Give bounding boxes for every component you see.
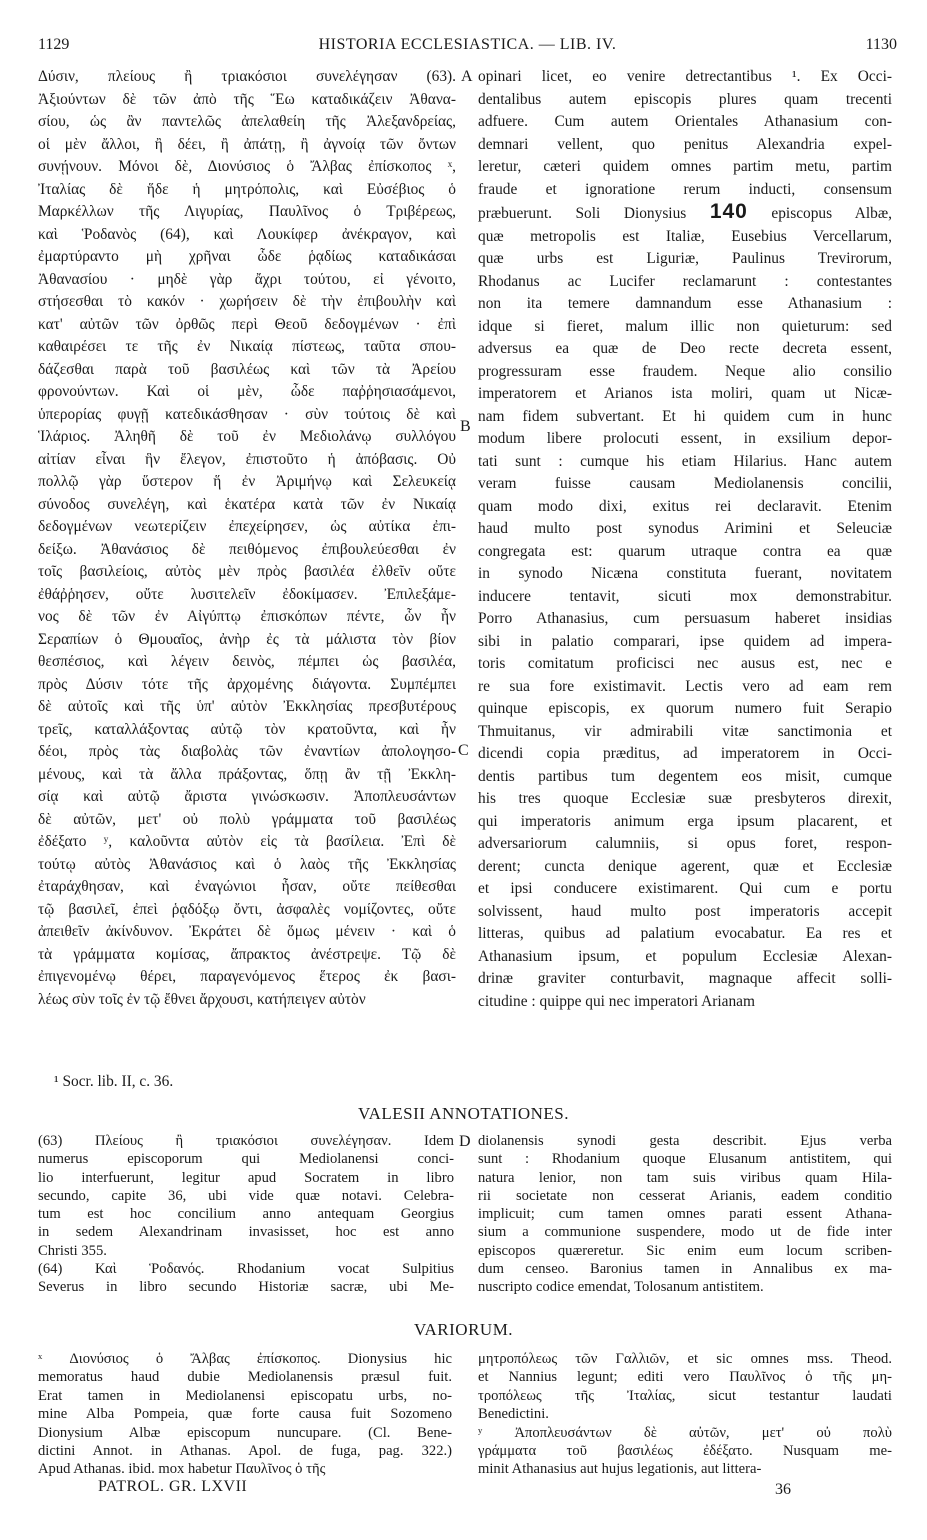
latin-text-line: qui imperatoris animum erga ipsum placarent, et [478,812,892,830]
variorum-line: Erat tamen in Mediolanensi episcopatu urbs, no- [38,1387,452,1404]
greek-text-line: ἀπειθεῖν ἀκίνδυνον. Ἐκράτει δὲ ὅμως μένειν · καὶ ὁ [38,923,456,940]
latin-text-line: Athanasium ipsum, et populum Ecclesiæ Alexan- [478,947,892,965]
annotation-line: (63) Πλείους ἢ τριακόσιοι συνελέγησαν. Idem [38,1133,454,1149]
margin-letter-a: A [461,68,473,85]
latin-text-line: dentis partibus tum degentem eos misit, cumque [478,767,892,785]
annotations-left-column [38,1132,454,1297]
page-number-left: 1129 [38,36,70,53]
greek-text-line: τὰ γράμματα κομίσας, ἄπρακτος ἀνέστρεψε. Τῷ δὲ [38,945,456,963]
variorum-line: Dionysium Albæ episcopum nuncupare. (Cl. Bene- [38,1424,452,1441]
greek-text-line: θεσπέσιος, καὶ λέγειν δεινὸς, πέμπει ὡς βασιλέα, [38,653,456,670]
greek-text-line: Σεραπίων ὁ Θμουαῖος, ἀνὴρ ἐς τὰ μάλιστα τὸν βίον [38,630,456,648]
variorum-line: memoratus haud dubie Mediolanensis præsul fuit. [38,1369,452,1386]
annotation-line: natura lenior, non tam suis viribus quam Hila- [478,1169,892,1186]
running-title: HISTORIA ECCLESIASTICA. — LIB. IV. [318,36,617,53]
greek-text-line: πολλῷ γὰρ ὕστερον ἥ ἐν Ἀριμήνῳ καὶ Σελευκείᾳ [38,473,456,490]
greek-text-line: σίᾳ καὶ αὐτῷ ἄριστα γινώσκωσιν. Ἀποπλευσάντων [38,788,456,805]
margin-letter-d: D [459,1133,471,1150]
latin-text-line: idque si fieret, malum illic non quieturum: sed [478,317,892,335]
latin-text-line: non ita temere damnandum esse Athanasium : [478,295,892,312]
latin-text-line: adversariorum calumniis, si opus foret, respon- [478,835,892,852]
variorum-line: Benedictini. [478,1406,549,1423]
signature-mark: PATROL. GR. LXVII [98,1478,248,1495]
greek-text-line: δὲ αὐτοῖς καὶ τῆς ὑπ' αὐτὸν Ἐκκλησίας πρεσβυτέρους [38,698,456,715]
latin-text-line: adversus ea quæ de Deo recte decreta essent, [478,340,892,357]
latin-text-line: solvissent, haud multo post imperatoris accepit [478,902,892,920]
annotations-title: VALESII ANNOTATIONES. [358,1104,569,1123]
variorum-title: VARIORUM. [413,1320,514,1339]
greek-text-line: καὶ Ῥοδανὸς (64), καὶ Λουκίφερ ἀνέκραγον, καὶ [38,225,456,243]
greek-text-line: τούτῳ αὐτὸς Ἀθανάσιος καὶ ὁ λαὸς τῆς Ἐκκλησίας [38,855,456,873]
annotation-line: sunt : Rhodanium quoque Elusanum antistitem, qui [478,1151,892,1168]
annotation-line: secundo, capite 36, ubi vide quæ notavi. Celebra- [38,1187,454,1204]
variorum-right-column [478,1350,892,1479]
latin-text-line: leretur, cæteri quidem omnes partim metu, partim [478,158,892,175]
greek-text-line: δὲ αὐτῶν, μετ' οὐ πολὺ γράμματα τοῦ βασιλέως [38,810,456,828]
annotation-line: diolanensis synodi gesta describit. Ejus verba [478,1133,892,1149]
greek-text-line: δείξω. Ἀθανάσιος δὲ πειθόμενος ἐπιβουλεύεσθαι ἐν [38,540,456,558]
latin-text-line: congregata est: quarum utraque contra ea quæ [478,542,892,560]
page-number-right: 1130 [865,36,897,53]
latin-text-line: modum libere prolocuti essent, in exsilium depor- [478,430,892,447]
annotation-line: implicuit; cum tamen omnes parati essent Athana- [478,1206,892,1223]
greek-text-line: τοῖς βασιλείοις, αὐτὸς μὲν πρὸς βασιλέα ἐλθεῖν οὔτε [38,563,456,580]
greek-text-line: δάζεσθαι παρὰ τοῦ βασιλέως καὶ τῶν τὰ Ἀρείου [38,360,456,378]
greek-text-line: φρονούντων. Καὶ οἱ μὲν, ὧδε παῤῥησιασάμενοι, [38,383,456,400]
latin-text-line: sibi in palatio comparari, ipse quidem ad impera- [478,632,892,650]
variorum-line: mine Alba Pompeia, quæ forte causa fuit Sozomeno [38,1406,452,1423]
latin-line-text: præbuerunt. Soli Dionysius [478,205,710,222]
greek-text-line: οἱ μὲν ἄλλοι, ἢ δέει, ἢ ἀπάτῃ, ἢ ἀγνοίᾳ τῶν ὄντων [38,135,456,153]
footnote: ¹ Socr. lib. II, c. 36. [54,1073,174,1090]
greek-text-line: Ἰταλίας δὲ ἥδε ἡ μητρόπολις, καὶ Εὐσέβιος ὁ [38,180,456,198]
greek-text-line: τῷ βασιλεῖ, ἐπεὶ ῥᾳδόξῳ ὄντι, ἀσφαλὲς νομίζοντες, οὔτε [38,900,456,918]
latin-text-line: adfuere. Cum autem Orientales Athanasium con- [478,113,892,130]
greek-text-line: Ἀξιούντων δὲ τῶν ἀπὸ τῆς Ἕω καταδικάζειν Ἀθανα- [38,90,456,108]
annotation-line: Christi 355. [38,1242,107,1259]
greek-text-line: νος δὲ τῶν ἐν Αἰγύπτῳ ἐπισκόπων πέντε, ὧν ἦν [38,608,456,625]
latin-text-line: quæ metropolis est Italiæ, Eusebius Vercellarum, [478,227,892,245]
latin-text-line: demnari vellent, quo penitus Alexandria expel- [478,135,892,153]
annotation-line: sium a communione suspendere, modo ut de fide inter [478,1224,892,1241]
latin-text-line: re sua fore existimavit. Lectis vero ad eam rem [478,677,892,695]
margin-letter-c: C [458,742,469,759]
greek-text-column [38,66,456,1011]
variorum-line: μητροπόλεως τῶν Γαλλιῶν, et sic omnes mss. Theod. [478,1351,892,1367]
greek-text-line: σίου, ὡς ἂν παντελῶς ἀπελαθείη τῆς Ἀλεξανδρείας, [38,113,456,130]
greek-text-line: Ἱλάριος. Ἀληθῆ δὲ τοῦ ἐν Μεδιολάνῳ συλλόγου [38,428,456,445]
latin-text-line: citudine : quippe qui nec imperatori Arianam [478,992,755,1010]
latin-text-line: haud multo post synodus Arimini et Seleuciæ [478,520,892,537]
latin-text-line: in synodo Nicæna constituta fuerant, novitatem [478,565,892,582]
latin-text-line: progressuram esse fraudem. Neque alio consilio [478,362,892,380]
annotation-line: (64) Καὶ Ῥοδανός. Rhodanium vocat Sulpitius [38,1261,454,1278]
greek-text-line: ὑπερορίας φυγῇ κατεδικάσθησαν · σὺν τούτοις δὲ καὶ [38,405,456,423]
variorum-line: et Nannius legunt; editi vero Παυλῖνος ὁ τῆς μη- [478,1369,892,1386]
running-head [38,36,897,56]
annotation-line: Severus in libro secundo Historiæ sacræ, ubi Me- [38,1279,454,1296]
latin-line-text: episcopus Albæ, [747,205,892,222]
greek-text-line: δέοι, πρὸς τὰς διαβολὰς τῶν ἐναντίων ἀπολογησο- [38,743,456,760]
latin-text-line: drinæ graviter conturbavit, magnaque affecit solli- [478,970,892,987]
latin-text-column [478,66,892,1013]
greek-text-line: ἐταράχθησαν, καὶ ἐναγώνιοι ἦσαν, οὔτε πείθεσθαι [38,878,456,895]
latin-text-line: toris comitatum proficisci nec ausus est, nec e [478,655,892,672]
latin-text-line: dicendi copia præditus, ad imperatorem in Occi- [478,745,892,762]
column-number: 140 [709,201,748,223]
variorum-left-column [38,1350,452,1479]
latin-text-line: Thmuitanus, vir admirabili vitæ sanctimonia et [478,722,892,740]
greek-text-line: ἐδέξατο ʸ, καλοῦντα αὐτὸν εἰς τὰ βασίλεια. Ἐπὶ δὲ [38,833,456,850]
latin-text-line: dentalibus autem episcopis plures quam trecenti [478,90,892,108]
annotation-line: dum censeo. Baronius tamen in Annalibus ex ma- [478,1261,892,1278]
variorum-line: dictini Annot. in Athanas. Apol. de fuga, pag. 322.) [38,1443,452,1460]
greek-text-line: λέως σὺν τοῖς ἐν τῷ ἔθνει ἄρχουσι, κατήπειγεν αὐτὸν [38,990,366,1008]
annotations-right-column [478,1132,892,1297]
greek-text-line: κατ' αὐτῶν τῶν ὀρθῶς περὶ Θεοῦ δεδογμένων · ἐπὶ [38,315,456,333]
latin-text-line: Rhodanus ac Lucifer reclamarunt : contestantes [478,272,892,290]
variorum-line: ˣ Διονύσιος ὁ Ἄλβας ἐπίσκοπος. Dionysius hic [38,1351,452,1367]
annotation-line: lio interfuerunt, legitur apud Socratem in libro [38,1169,454,1186]
greek-text-line: ἐμαρτύραντο μὴ χρῆναι ὧδε ῥᾳδίως καταδικάσαι [38,248,456,265]
greek-text-line: συνῄνουν. Μόνοι δὲ, Διονύσιος ὁ Ἄλβας ἐπίσκοπος ˣ, [38,158,456,175]
latin-text-line: fraude et ignoratione rerum inducti, consensum [478,180,892,198]
variorum-line: γράμματα τοῦ βασιλέως ἐδέξατο. Nusquam me- [478,1443,892,1460]
margin-letter-b: B [460,418,471,435]
greek-text-line: στήσεσθαι τὸ κακόν · χωρήσειν δὲ τὴν ἐπιβουλὴν καὶ [38,293,456,310]
greek-text-line: Δύσιν, πλείους ἢ τριακόσιοι συνελέγησαν (63). [38,68,456,85]
greek-text-line: τρεῖς, καταλλάξοντας αὐτῷ τὸν κρατοῦντα, καὶ ἦν [38,720,456,738]
annotation-line: nuscripto codice emendat, Tolosanum antistitem. [478,1279,764,1296]
latin-text-line: imperatorem et Arianos ista moliri, quam ut Nicæ- [478,385,892,402]
latin-text-line: inducere tentavit, sicuti mox demonstrabitur. [478,587,892,605]
variorum-line: ʸ Ἀποπλευσάντων δὲ αὐτῶν, μετ' οὐ πολὺ [478,1424,892,1441]
annotation-line: rii societate non cesserat Arianis, eadem conditio [478,1187,892,1204]
latin-text-line: et ipsi conducere existimarent. Qui cum e portu [478,880,892,897]
latin-text-line: litteras, quibus ad palatium evocabatur. Ea res et [478,925,892,942]
annotation-line: numerus episcoporum qui Mediolanensi conci- [38,1151,454,1168]
latin-text-line: veram fuisse causam Mediolanensis concilii, [478,475,892,492]
greek-text-line: Μαρκέλλων τῆς Λιγυρίας, Παυλῖνος ὁ Τριβέρεως, [38,203,456,220]
annotation-line: tum est hoc concilium anno antequam Georgius [38,1206,454,1223]
sheet-number: 36 [775,1481,791,1498]
latin-text-line: derent; cuncta denique agerent, quæ et Ecclesiæ [478,857,892,875]
latin-text-line: tati sunt : cumque his etiam Hilarius. Hanc autem [478,452,892,470]
greek-text-line: ἐθάῤῥησεν, οὔτε λυσιτελεῖν ἐδοκίμασεν. Ἐπιλεξάμε- [38,585,456,603]
variorum-line: minit Athanasius aut hujus legationis, aut littera- [478,1461,762,1478]
latin-text-line: Porro Athanasius, cum persuasum haberet insidias [478,610,892,627]
greek-text-line: αἰτίαν εἶναι ἣν ἔλεγον, ἐπιστοῦτο ἡ ἀπόβασις. Οὐ [38,450,456,468]
latin-text-line: his tres quoque Ecclesiæ suæ presbyteros direxit, [478,790,892,807]
greek-text-line: πρὸς Δύσιν τότε τῆς ἀρχομένης διάγοντα. Συμπέμπει [38,675,456,693]
latin-text-line: quæ urbs est Liguriæ, Paulinus Trevirorum, [478,250,892,267]
greek-text-line: μένους, καὶ τὰ ἄλλα πράξοντας, ὅπῃ ἂν τῇ Ἐκκλη- [38,765,456,783]
latin-text-line: opinari licet, eo venire detrectantibus ¹. Ex Occi- [478,68,892,85]
greek-text-line: σύνοδος συνελέγη, καὶ ἑκατέρα κατὰ τῶν ἐν Νικαίᾳ [38,495,456,513]
latin-text-line: nam fidem subvertant. Et hi quidem cum in hunc [478,407,892,425]
greek-text-line: ἐπιγενομένῳ θέρει, παραγενόμενος ἕτερος ἐκ βασι- [38,968,456,985]
annotation-line: in sedem Alexandrinam invasisset, hoc est anno [38,1224,454,1241]
greek-text-line: Ἀθανασίου · μηδὲ γὰρ ἄχρι τούτου, εἰ γένοιτο, [38,270,456,288]
latin-text-line [478,201,892,226]
latin-text-line: quinque episcopis, ex quorum numero fuit Serapio [478,700,892,717]
greek-text-line: δεδογμένων νεωτερίζειν ἐπεχείρησεν, ὡς αὐτίκα ἐπι- [38,518,456,535]
variorum-line: Apud Athanas. ibid. mox habetur Παυλῖνος ὁ τῆς [38,1461,326,1478]
greek-text-line: καθαιρέσει τε τῆς ἐν Νικαίᾳ πίστεως, ταῦτα σπου- [38,338,456,355]
latin-text-line: quam modo dixi, exitus rei declaravit. Etenim [478,497,892,515]
annotation-line: episcopos quæreretur. Sic enim eum locum scriben- [478,1242,892,1259]
variorum-line: τροπόλεως τῆς Ἰταλίας, sicut testantur laudati [478,1387,892,1404]
